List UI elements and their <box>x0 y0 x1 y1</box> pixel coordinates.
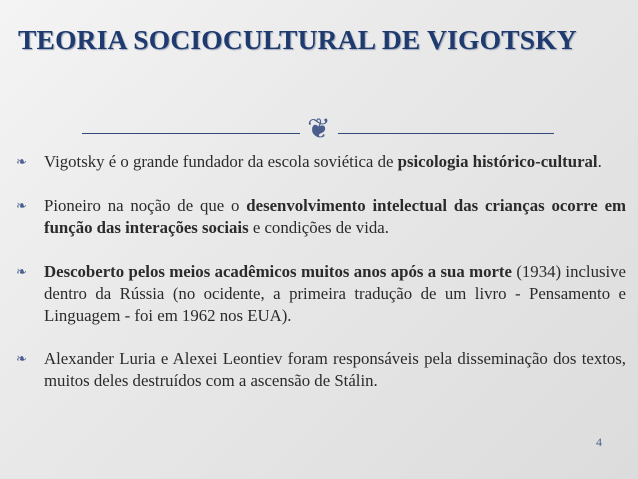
page-number: 4 <box>596 435 602 449</box>
flourish-ornament-icon: ❦ <box>307 112 331 145</box>
bullet-text: e condições de vida. <box>248 218 389 237</box>
bullet-item-2 <box>14 195 626 239</box>
bullet-emphasis: Descoberto pelos meios acadêmicos muitos anos após a sua morte <box>44 262 512 281</box>
bullet-item-4 <box>14 348 626 392</box>
divider-line-left <box>82 133 300 134</box>
bullet-text: . <box>597 152 602 171</box>
fancy-bullet-icon: ❧ <box>16 265 27 280</box>
bullet-emphasis: psicologia histórico-cultural <box>397 152 598 171</box>
bullet-list <box>14 151 626 392</box>
fancy-bullet-icon: ❧ <box>16 155 27 170</box>
divider-line-right <box>338 133 554 134</box>
fancy-bullet-icon: ❧ <box>16 199 27 214</box>
bullet-item-3 <box>14 261 626 327</box>
bullet-emphasis: desenvolvimento intelectual das crianças ocorre em função das interações sociais <box>44 196 627 237</box>
bullet-text: Vigotsky é o grande fundador da escola soviética de <box>44 152 398 171</box>
bullet-text: Pioneiro na noção de que o <box>44 196 247 215</box>
bullet-text: (1934) inclusive dentro da Rússia (no ocidente, a primeira tradução de um livro - Pensamento e Linguagem - foi em 1962 nos EUA). <box>44 262 626 325</box>
bullet-item-1 <box>14 151 626 173</box>
title-divider <box>82 112 554 145</box>
bullet-text: Alexander Luria e Alexei Leontiev foram responsáveis pela disseminação dos textos, muitos deles destruídos com a ascensão de Stálin. <box>44 349 626 390</box>
fancy-bullet-icon: ❧ <box>16 352 27 367</box>
slide-title: TEORIA SOCIOCULTURAL DE VIGOTSKY <box>18 24 577 55</box>
